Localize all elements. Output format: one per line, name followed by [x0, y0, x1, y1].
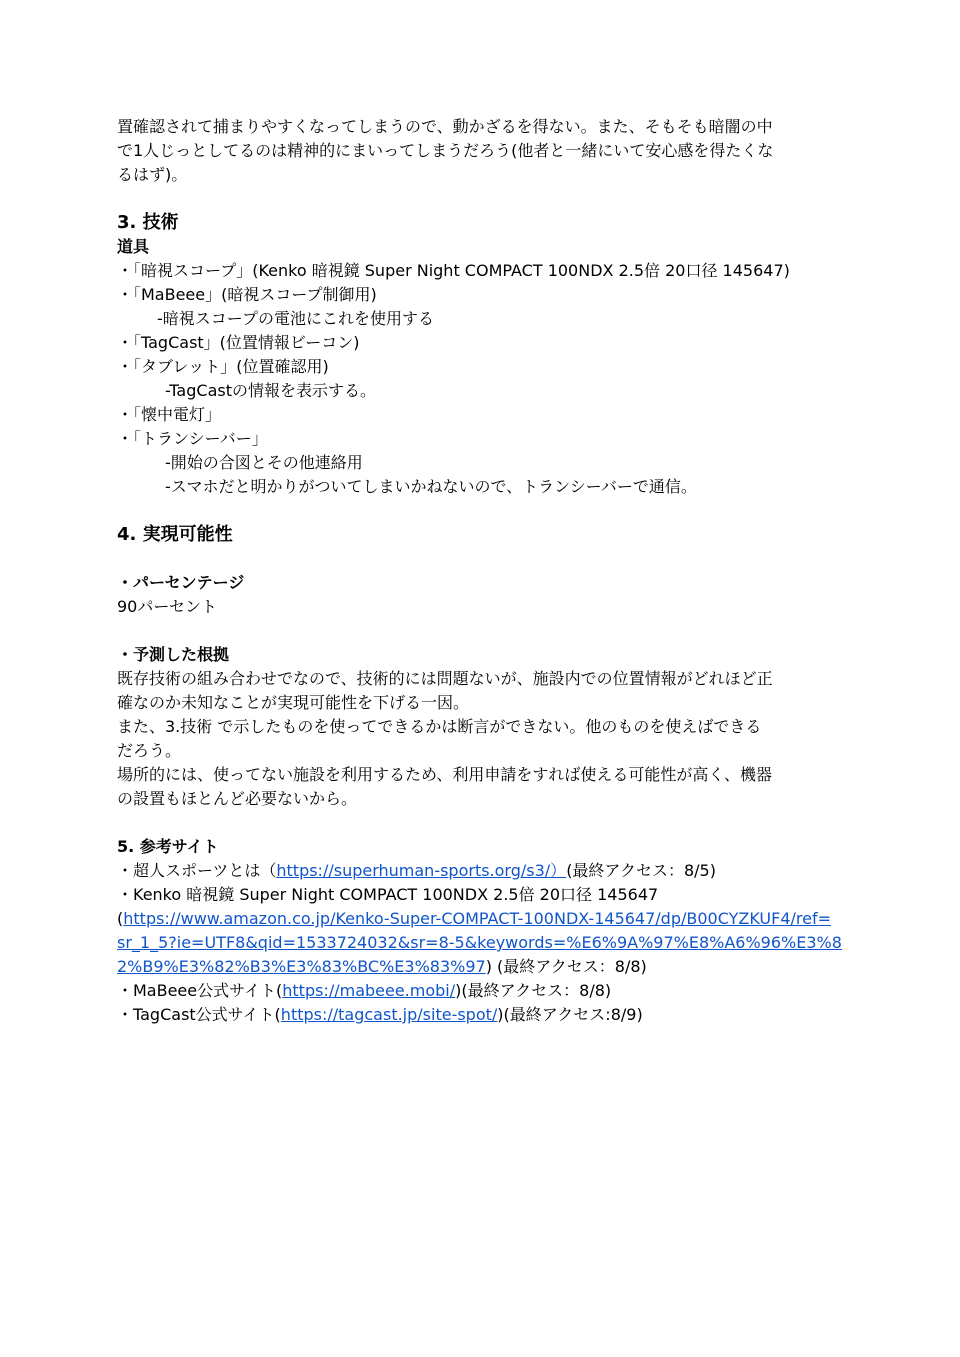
document-page: [117, 115, 857, 1027]
section-3-heading: 3. 技術: [117, 212, 179, 233]
reference-access: (最終アクセス：8/5): [566, 861, 716, 880]
intro-line-3: るはず)。: [117, 165, 188, 184]
tool-item: ・「TagCast」(位置情報ビーコン): [117, 333, 360, 352]
spacer: [117, 499, 857, 523]
amazon-link-part-2[interactable]: sr_1_5?ie=UTF8&qid=1533724032&sr=8-5&keywords=%E6%9A%97%E8%A6%96%E3%8: [117, 933, 842, 952]
reference-access: )(最終アクセス：8/8): [455, 981, 612, 1000]
basis-line: また、3.技術 で示したものを使ってできるかは断言ができない。他のものを使えばできる: [117, 717, 762, 736]
tool-note: -TagCastの情報を表示する。: [165, 381, 376, 400]
amazon-link-part-3[interactable]: 2%B9%E3%82%B3%E3%83%BC%E3%83%97: [117, 957, 486, 976]
tool-item: ・「暗視スコープ」(Kenko 暗視鏡 Super Night COMPACT 100NDX 2.5倍 20口径 145647): [117, 261, 790, 280]
tagcast-link[interactable]: https://tagcast.jp/site-spot/: [280, 1005, 498, 1024]
reference-access: ) (最終アクセス：8/8): [485, 957, 647, 976]
spacer: [117, 619, 857, 643]
percentage-heading: ・パーセンテージ: [117, 573, 245, 592]
spacer: [117, 547, 857, 571]
basis-line: 既存技術の組み合わせでなので、技術的には問題ないが、施設内での位置情報がどれほど正: [117, 669, 773, 688]
superhuman-link[interactable]: https://superhuman-sports.org/s3/）: [276, 861, 567, 880]
spacer: [117, 811, 857, 835]
tool-item: ・「タブレット」(位置確認用): [117, 357, 329, 376]
tool-note: -暗視スコープの電池にこれを使用する: [157, 309, 434, 328]
basis-line: だろう。: [117, 741, 182, 760]
reference-superhuman: [117, 859, 857, 883]
reference-amazon-line-2: [117, 931, 857, 955]
reference-mabeee: [117, 979, 857, 1003]
reference-label: ・超人スポーツとは（: [117, 861, 277, 880]
mabeee-link[interactable]: https://mabeee.mobi/: [282, 981, 456, 1000]
tool-item: ・「MaBeee」(暗視スコープ制御用): [117, 285, 377, 304]
reference-label: ・MaBeee公式サイト(: [117, 981, 283, 1000]
basis-line: の設置もほとんど必要ないから。: [117, 789, 358, 808]
reference-tagcast: [117, 1003, 857, 1027]
section-5-heading: 5. 参考サイト: [117, 837, 219, 856]
tool-note: -開始の合図とその他連絡用: [165, 453, 363, 472]
reference-amazon-line-1: [117, 907, 857, 931]
basis-line: 確なのか未知なことが実現可能性を下げる一因。: [117, 693, 470, 712]
percentage-value: 90パーセント: [117, 597, 218, 616]
reference-label: ・TagCast公式サイト(: [117, 1005, 281, 1024]
intro-line-2: で1人じっとしてるのは精神的にまいってしまうだろう(他者と一緒にいて安心感を得たくな: [117, 141, 774, 160]
basis-line: 場所的には、使ってない施設を利用するため、利用申請をすれば使える可能性が高く、機器: [117, 765, 773, 784]
tools-subheading: 道具: [117, 237, 150, 256]
tool-item: ・「懐中電灯」: [117, 405, 222, 424]
tool-note: -スマホだと明かりがついてしまいかねないので、トランシーバーで通信。: [165, 477, 697, 496]
paren-open: (: [117, 909, 124, 928]
section-4-heading: 4. 実現可能性: [117, 524, 233, 545]
spacer: [117, 187, 857, 211]
basis-heading: ・予測した根拠: [117, 645, 230, 664]
reference-amazon-line-3: [117, 955, 857, 979]
reference-kenko-title: ・Kenko 暗視鏡 Super Night COMPACT 100NDX 2.5倍 20口径 145647: [117, 885, 659, 904]
amazon-link-part-1[interactable]: https://www.amazon.co.jp/Kenko-Super-COMPACT-100NDX-145647/dp/B00CYZKUF4/ref=: [123, 909, 831, 928]
intro-line-1: 置確認されて捕まりやすくなってしまうので、動かざるを得ない。また、そもそも暗闇の中: [117, 117, 773, 136]
tool-item: ・「トランシーバー」: [117, 429, 268, 448]
reference-access: )(最終アクセス:8/9): [497, 1005, 643, 1024]
